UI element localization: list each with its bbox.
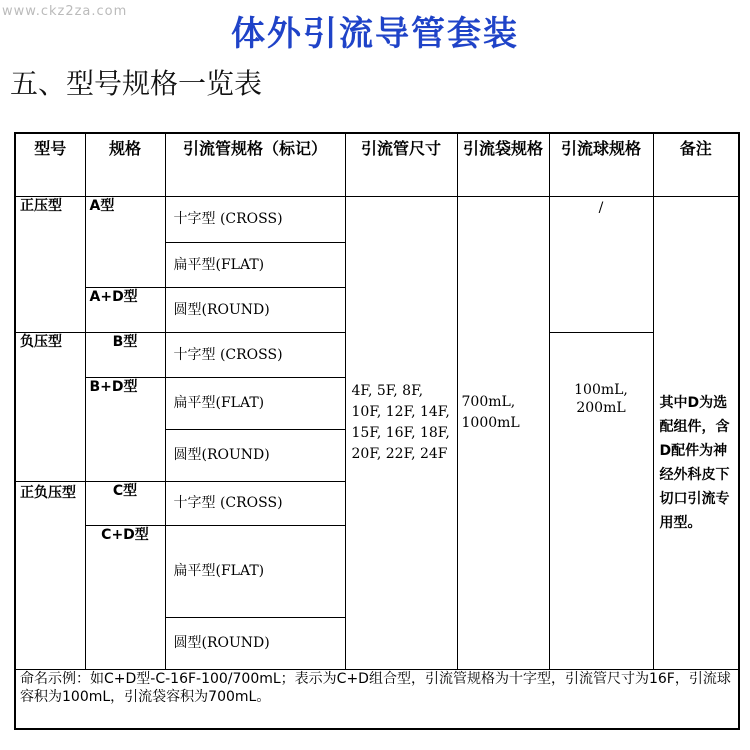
spec-table	[14, 132, 740, 730]
ball-spec-none: /	[549, 196, 653, 332]
spec-a: A型	[85, 196, 165, 287]
tube-flat: 扁平型(FLAT)	[165, 377, 345, 429]
spec-b-d: B+D型	[85, 377, 165, 481]
watermark: www.ckz2za.com	[2, 4, 128, 19]
tube-sizes: 4F, 5F, 8F, 10F, 12F, 14F, 15F, 16F, 18F, 20F, 22F, 24F	[351, 382, 450, 462]
spec-c-d: C+D型	[85, 525, 165, 669]
example-row	[15, 669, 739, 729]
page-title: 体外引流导管套装	[231, 14, 519, 54]
header-tube-spec: 引流管规格（标记）	[165, 133, 345, 196]
remark: 其中D为选配组件，含D配件为神经外科皮下切口引流专用型。	[659, 394, 730, 531]
tube-round: 圆型(ROUND)	[165, 429, 345, 481]
spec-a-d: A+D型	[85, 287, 165, 332]
tube-round: 圆型(ROUND)	[165, 617, 345, 669]
table-row	[15, 196, 739, 242]
tube-cross: 十字型 (CROSS)	[165, 481, 345, 525]
header-model: 型号	[15, 133, 85, 196]
tube-flat: 扁平型(FLAT)	[165, 242, 345, 287]
header-ball-spec: 引流球规格	[549, 133, 653, 196]
header-bag-spec: 引流袋规格	[457, 133, 549, 196]
tube-cross: 十字型 (CROSS)	[165, 332, 345, 377]
tube-sizes-cell	[345, 196, 457, 669]
ball-spec: 100mL, 200mL	[574, 381, 628, 416]
header-spec: 规格	[85, 133, 165, 196]
header-tube-size: 引流管尺寸	[345, 133, 457, 196]
group-negative: 负压型	[15, 332, 85, 481]
spec-b: B型	[85, 332, 165, 377]
section-heading: 五、型号规格一览表	[10, 67, 263, 100]
tube-cross: 十字型 (CROSS)	[165, 196, 345, 242]
bag-spec-cell	[457, 196, 549, 669]
bag-spec: 700mL, 1000mL	[461, 393, 520, 431]
naming-example: 命名示例：如C+D型-C-16F-100/700mL；表示为C+D组合型，引流管规格为十字型，引流管尺寸为16F，引流球容积为100mL，引流袋容积为700mL。	[15, 669, 739, 729]
tube-round: 圆型(ROUND)	[165, 287, 345, 332]
group-positive-negative: 正负压型	[15, 481, 85, 669]
header-remark: 备注	[653, 133, 739, 196]
table-header-row	[15, 133, 739, 196]
group-positive: 正压型	[15, 196, 85, 332]
ball-spec-cell	[549, 332, 653, 669]
tube-flat: 扁平型(FLAT)	[165, 525, 345, 617]
remark-cell	[653, 196, 739, 669]
spec-c: C型	[85, 481, 165, 525]
